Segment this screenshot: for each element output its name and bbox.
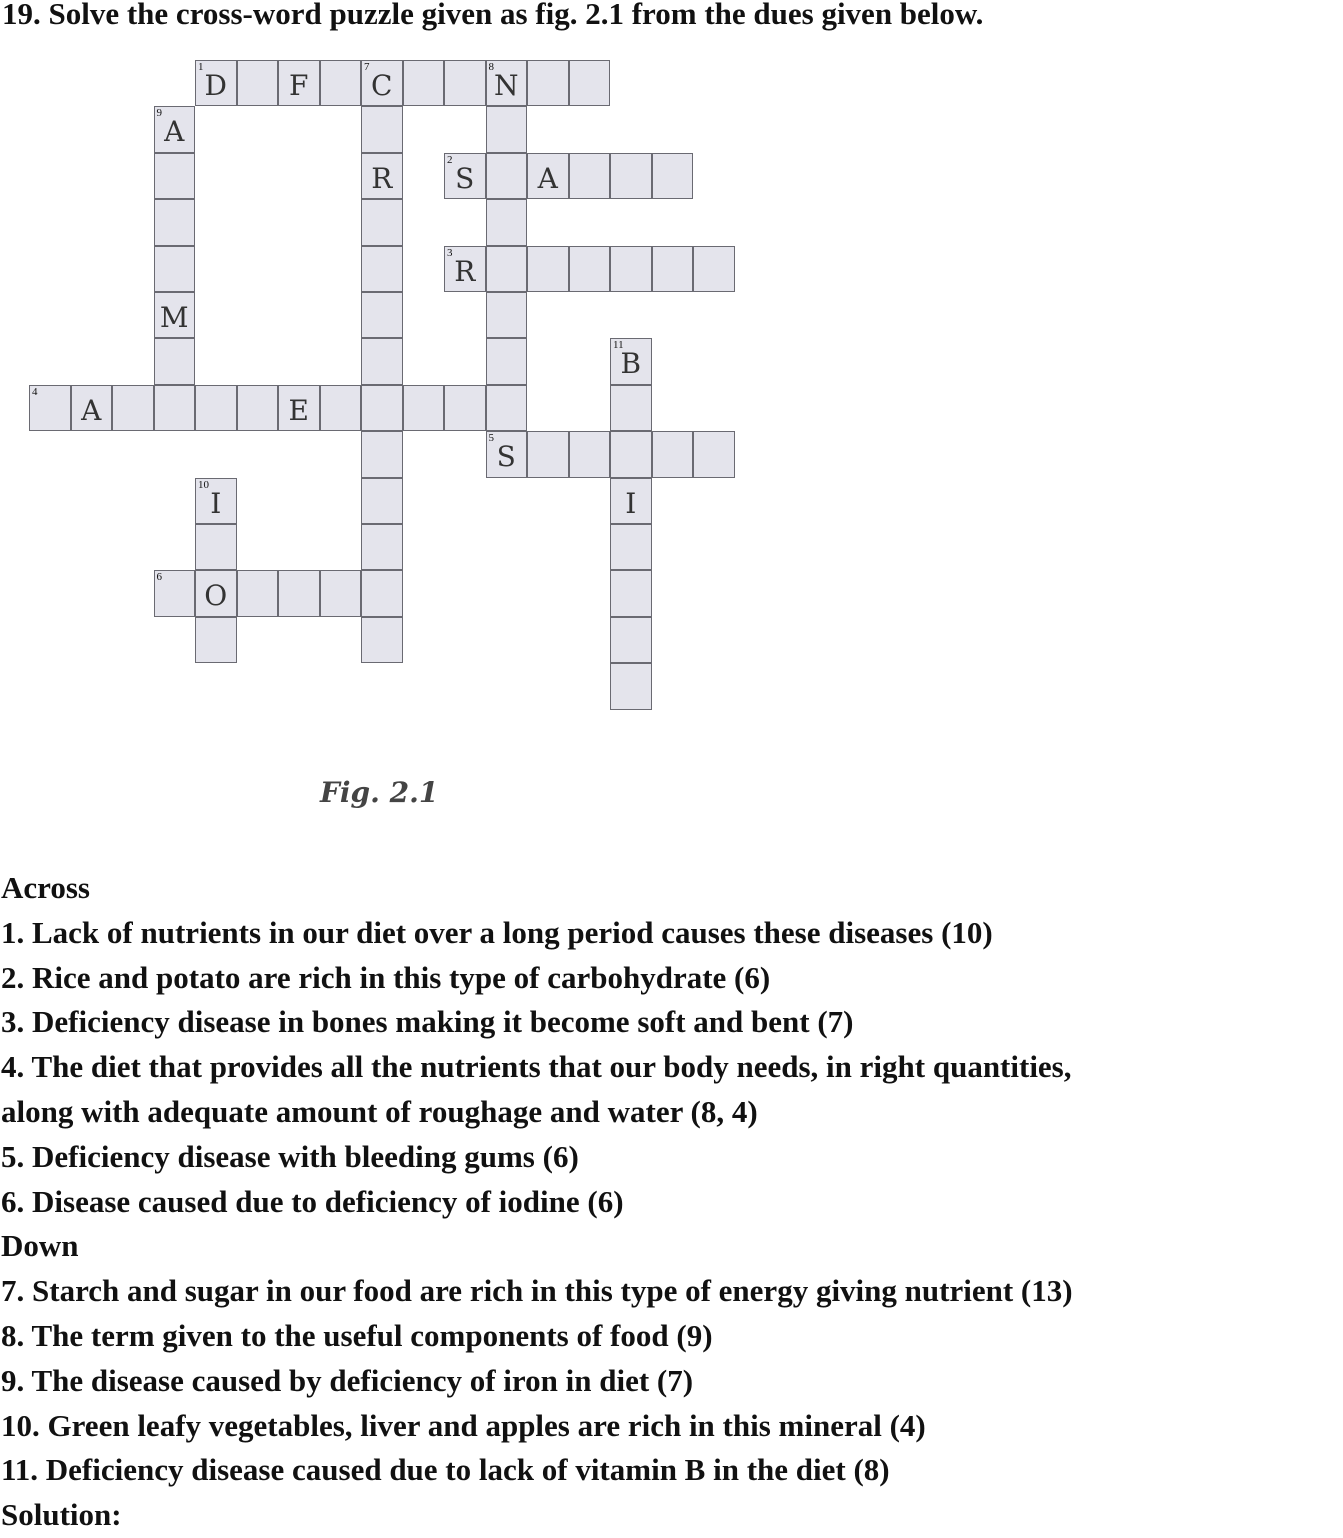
clue-line: 8. The term given to the useful components of food (9) — [1, 1317, 713, 1353]
crossword-cell[interactable] — [361, 478, 403, 524]
crossword-cell[interactable] — [278, 385, 320, 431]
crossword-cell[interactable] — [195, 478, 237, 524]
crossword-cell[interactable] — [361, 60, 403, 106]
clue-number: 10 — [198, 478, 209, 491]
crossword-cell[interactable] — [154, 338, 196, 384]
crossword-cell[interactable] — [486, 106, 528, 152]
given-letter: N — [494, 69, 519, 102]
question-title: 19. Solve the cross-word puzzle given as fig. 2.1 from the dues given below. — [2, 0, 984, 31]
crossword-cell[interactable] — [154, 153, 196, 199]
crossword-cell[interactable] — [527, 60, 569, 106]
clue-number: 3 — [447, 246, 453, 259]
clue-number: 6 — [156, 571, 162, 584]
crossword-cell[interactable] — [361, 431, 403, 477]
given-letter: A — [537, 161, 558, 195]
given-letter: S — [496, 440, 516, 474]
clue-line: 2. Rice and potato are rich in this type of carbohydrate (6) — [1, 959, 771, 995]
crossword-cell[interactable] — [610, 617, 652, 663]
clue-line: 10. Green leafy vegetables, liver and apples are rich in this mineral (4) — [1, 1407, 926, 1443]
crossword-cell[interactable] — [610, 663, 652, 709]
crossword-cell[interactable] — [237, 60, 279, 106]
clue-number: 4 — [32, 385, 38, 398]
clue-line: along with adequate amount of roughage and water (8, 4) — [1, 1093, 758, 1129]
given-letter: E — [288, 393, 309, 427]
given-letter: D — [204, 69, 227, 102]
crossword-cell[interactable] — [610, 338, 652, 384]
crossword-cell[interactable] — [527, 246, 569, 292]
crossword-cell[interactable] — [320, 385, 362, 431]
clues-text — [1, 866, 1073, 1538]
crossword-cell[interactable] — [486, 199, 528, 245]
crossword-cell[interactable] — [652, 246, 694, 292]
clue-line: 9. The disease caused by deficiency of iron in diet (7) — [1, 1362, 694, 1398]
crossword-cell[interactable] — [569, 153, 611, 199]
crossword-cell[interactable] — [610, 570, 652, 616]
crossword-cell[interactable] — [154, 246, 196, 292]
clue-line: 11. Deficiency disease caused due to lack of vitamin B in the diet (8) — [1, 1452, 890, 1488]
crossword-cell[interactable] — [693, 431, 735, 477]
crossword-cell[interactable] — [361, 524, 403, 570]
given-letter: I — [625, 486, 637, 520]
clue-line: 3. Deficiency disease in bones making it become soft and bent (7) — [1, 1004, 854, 1040]
clue-number: 11 — [613, 339, 624, 352]
given-letter: F — [289, 69, 309, 102]
crossword-cell[interactable] — [29, 385, 71, 431]
crossword-cell[interactable] — [154, 385, 196, 431]
crossword-cell[interactable] — [278, 570, 320, 616]
section-heading: Across — [1, 870, 90, 905]
crossword-cell[interactable] — [610, 431, 652, 477]
clue-line: 1. Lack of nutrients in our diet over a long period causes these diseases (10) — [1, 914, 993, 950]
crossword-cell[interactable] — [444, 385, 486, 431]
crossword-cell[interactable] — [154, 199, 196, 245]
clue-number: 1 — [198, 61, 204, 73]
crossword-cell[interactable] — [486, 60, 528, 106]
crossword-cell[interactable] — [486, 153, 528, 199]
clue-line: Solution: — [1, 1497, 122, 1533]
crossword-cell[interactable] — [361, 617, 403, 663]
clue-number: 8 — [488, 61, 494, 73]
crossword-cell[interactable] — [320, 60, 362, 106]
crossword-cell[interactable] — [610, 478, 652, 524]
clue-number: 9 — [156, 107, 162, 120]
crossword-cell[interactable] — [444, 60, 486, 106]
section-heading: Down — [1, 1228, 79, 1264]
crossword-cell[interactable] — [154, 570, 196, 616]
crossword-cell[interactable] — [361, 153, 403, 199]
crossword-cell[interactable] — [527, 153, 569, 199]
crossword-cell[interactable] — [237, 570, 279, 616]
crossword-cell[interactable] — [71, 385, 113, 431]
crossword-cell[interactable] — [569, 246, 611, 292]
given-letter: C — [371, 69, 393, 102]
given-letter: B — [620, 347, 642, 381]
crossword-cell[interactable] — [486, 431, 528, 477]
given-letter: R — [371, 161, 393, 195]
crossword-cell[interactable] — [569, 60, 611, 106]
figure-caption: Fig. 2.1 — [320, 776, 439, 809]
crossword-cell[interactable] — [195, 617, 237, 663]
crossword-cell[interactable] — [195, 385, 237, 431]
crossword-cell[interactable] — [195, 570, 237, 616]
crossword-cell[interactable] — [278, 60, 320, 106]
crossword-cell[interactable] — [652, 153, 694, 199]
crossword-cell[interactable] — [361, 570, 403, 616]
crossword-cell[interactable] — [569, 431, 611, 477]
crossword-cell[interactable] — [610, 524, 652, 570]
clue-line: 5. Deficiency disease with bleeding gums (6) — [1, 1138, 579, 1174]
crossword-cell[interactable] — [320, 570, 362, 616]
crossword-cell[interactable] — [693, 246, 735, 292]
given-letter: A — [164, 115, 185, 149]
crossword-cell[interactable] — [195, 60, 237, 106]
crossword-cell[interactable] — [154, 292, 196, 338]
crossword-cell[interactable] — [527, 431, 569, 477]
clue-line: 7. Starch and sugar in our food are rich in this type of energy giving nutrient (13) — [1, 1273, 1073, 1309]
clue-number: 2 — [447, 153, 453, 166]
given-letter: S — [455, 161, 475, 195]
crossword-cell[interactable] — [361, 246, 403, 292]
crossword-cell[interactable] — [486, 385, 528, 431]
crossword-cell[interactable] — [361, 338, 403, 384]
crossword-cell[interactable] — [403, 385, 445, 431]
given-letter: A — [81, 393, 102, 427]
given-letter: R — [454, 254, 476, 288]
crossword-cell[interactable] — [486, 246, 528, 292]
crossword-cell[interactable] — [610, 153, 652, 199]
crossword-cell[interactable] — [112, 385, 154, 431]
crossword-cell[interactable] — [154, 106, 196, 152]
clue-line: 6. Disease caused due to deficiency of iodine (6) — [1, 1183, 624, 1219]
given-letter: I — [210, 486, 222, 520]
crossword-cell[interactable] — [444, 246, 486, 292]
crossword-cell[interactable] — [237, 385, 279, 431]
crossword-cell[interactable] — [361, 385, 403, 431]
crossword-cell[interactable] — [444, 153, 486, 199]
clue-number: 5 — [488, 432, 494, 445]
crossword-cell[interactable] — [652, 431, 694, 477]
crossword-cell[interactable] — [486, 338, 528, 384]
crossword-cell[interactable] — [361, 106, 403, 152]
crossword-cell[interactable] — [403, 60, 445, 106]
crossword-cell[interactable] — [610, 246, 652, 292]
crossword-cell[interactable] — [361, 199, 403, 245]
given-letter: O — [204, 579, 228, 613]
crossword-cell[interactable] — [195, 524, 237, 570]
given-letter: M — [159, 301, 189, 334]
crossword-cell[interactable] — [486, 292, 528, 338]
crossword-cell[interactable] — [361, 292, 403, 338]
crossword-cell[interactable] — [610, 385, 652, 431]
clue-line: 4. The diet that provides all the nutrients that our body needs, in right quantities, — [1, 1049, 1072, 1085]
clue-number: 7 — [364, 61, 370, 73]
